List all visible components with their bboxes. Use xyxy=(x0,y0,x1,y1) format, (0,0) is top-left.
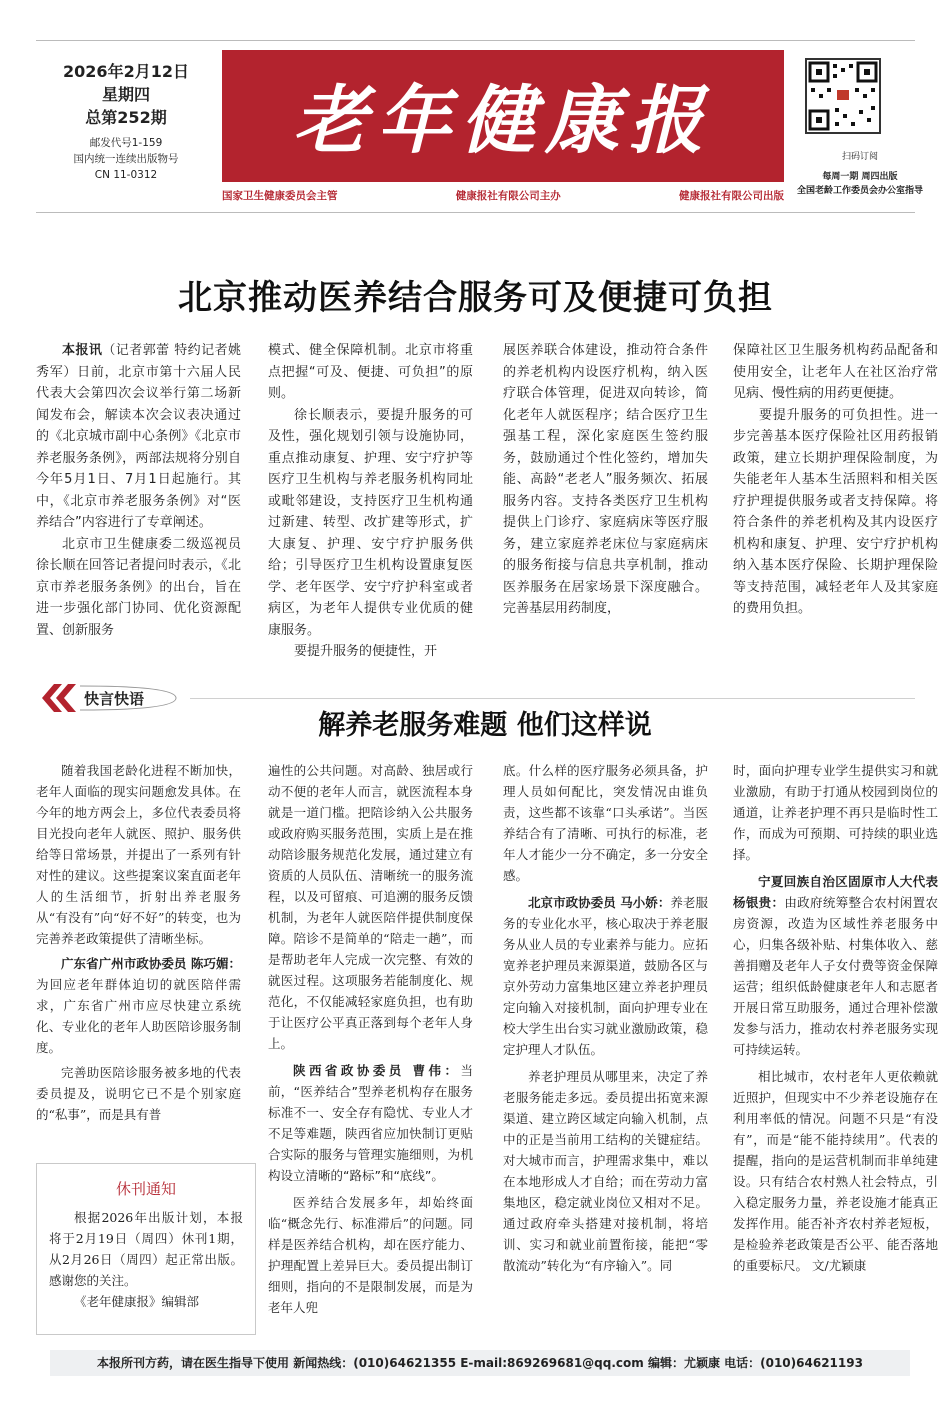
article2-column-4 xyxy=(733,760,938,1335)
issue-info xyxy=(36,60,216,183)
speaker-4: 宁夏回族自治区固原市人大代表 杨银贵： xyxy=(733,874,938,910)
main-headline: 北京推动医养结合服务可及便捷可负担 xyxy=(178,278,773,318)
issue-number: 总第252期 xyxy=(85,108,167,127)
speaker-1: 广东省广州市政协委员 陈巧媚： xyxy=(61,956,241,971)
masthead-sponsors xyxy=(222,188,784,203)
article2-column-1 xyxy=(36,760,241,1155)
suspension-notice xyxy=(36,1163,256,1335)
article1-col2-p3: 要提升服务的便捷性，开 xyxy=(294,644,438,659)
article2-column-3 xyxy=(503,760,708,1335)
masthead-banner xyxy=(222,50,784,182)
article2-c4-p1: 时，面向护理专业学生提供实习和就业激励，有助于打通从校园到岗位的通道，让养老护理不再只是临时性工作，而成为可预期、可持续的职业选择。 xyxy=(733,763,938,862)
publication-frequency: 每周一期 周四出版 xyxy=(822,172,898,182)
sponsor-2: 健康报社有限公司主办 xyxy=(455,190,561,202)
article1-column-3 xyxy=(503,340,708,662)
article1-col1-text: 日前，北京市第十六届人民代表大会第四次会议举行第二场新闻发布会，解读本次会议表决通过的《北京城市副中心条例》《北京市养老服务条例》，两部法规将分别自今年5月1日、7月1日起施行。其中，《北京市养老服务条例》对“医养结合”内容进行了专章阐述。 xyxy=(36,364,241,530)
column-tag-label: 快言快语 xyxy=(84,690,145,708)
article1-col4-p2: 要提升服务的可负担性。进一步完善基本医疗保险社区用药报销政策，建立长期护理保险制度，为失能老年人基本生活照料和相关医疗护理提供服务或者支持保障。将符合条件的养老机构及其内设医疗机构和康复、护理、安宁疗护机构纳入基本医疗保险、长期护理保险等支持范围，减轻老年人及其家庭的费用负担。 xyxy=(733,407,938,616)
lead-label: 本报讯 xyxy=(62,343,103,358)
article1-column-1 xyxy=(36,340,241,662)
footer-bar: 本报所刊方药，请在医生指导下使用 新闻热线：(010)64621355 E-mail:869269681@qq.com 编辑：尤颖康 电话：(010)64621193 xyxy=(50,1350,910,1376)
speech-2: 当前，“医养结合”型养老机构存在服务标准不一、安全存有隐忧、专业人才不足等难题，陕西省应加快制订更贴合实际的服务与管理实施细则，为机构设立清晰的“路标”和“底线”。 xyxy=(268,1063,473,1183)
section-rule xyxy=(190,698,915,699)
comment-3: 养老护理员从哪里来，决定了养老服务能走多远。委员提出拓宽来源渠道、建立跨区域定向输入机制，点中的正是当前用工结构的关键症结。对大城市而言，护理需求集中，难以在本地形成人才自给；而在劳动力富集地区，稳定就业岗位又相对不足。通过政府牵头搭建对接机制，将培训、实习和就业前置衔接，能把“零散流动”转化为“有序输入”。同 xyxy=(503,1069,708,1273)
speaker-3: 北京市政协委员 马小娇： xyxy=(528,895,671,910)
article2-c2-p1: 遍性的公共问题。对高龄、独居或行动不便的老年人而言，就医流程本身就是一道门槛。把陪诊纳入公共服务或政府购买服务范围，实质上是在推动陪诊服务规范化发展，通过建立有资质的人员队伍、清晰统一的服务流程，以及可留痕、可追溯的服务反馈机制，为老年人就医陪伴提供制度保障。陪诊不是简单的“陪走一趟”，而是帮助老年人完成一次完整、有效的就医过程。这项服务若能制度化、规范化，不仅能减轻家庭负担，也有助于让医疗公平真正落到每个老年人身上。 xyxy=(268,763,473,1051)
notice-title: 休刊通知 xyxy=(115,1180,176,1198)
subscription-info xyxy=(790,150,930,198)
qr-code-icon[interactable] xyxy=(805,58,881,134)
issue-date: 2026年2月12日 xyxy=(63,62,189,81)
notice-sign: 《老年健康报》编辑部 xyxy=(74,1294,200,1309)
article1-col4-p1: 保障社区卫生服务机构药品配备和使用安全，让老年人在社区治疗常见病、慢性病的用药更便捷。 xyxy=(733,343,938,401)
article1-column-4 xyxy=(733,340,938,662)
article2-column-2 xyxy=(268,760,473,1335)
article2-intro: 随着我国老龄化进程不断加快，老年人面临的现实问题愈发具体。在今年的地方两会上，多位代表委员将目光投向老年人就医、照护、服务供给等日常场景，并提出了一系列有针对性的建议。这些提案议案直面老年人的生活细节，折射出养老服务从“有没有”向“好不好”的转变，也为完善养老政策提供了清晰坐标。 xyxy=(36,763,241,946)
article1-col2-p1: 模式、健全保障机制。北京市将重点把握“可及、便捷、可负担”的原则。 xyxy=(268,343,473,401)
article1-column-2 xyxy=(268,340,473,662)
comment-2: 医养结合发展多年，却始终面临“概念先行、标准滞后”的问题。同样是医养结合机构，却在医疗能力、护理配置上差异巨大。委员提出制订细则，指向的不是限制发展，而是为老年人兜 xyxy=(268,1195,473,1315)
top-rule xyxy=(36,40,915,41)
article1-col3-p1: 展医养联合体建设，推动符合条件的养老机构内设医疗机构，纳入医疗联合体管理，促进双向转诊，简化老年人就医程序；结合医疗卫生强基工程，深化家庭医生签约服务，鼓励通过个性化签约，增加失能、高龄“老老人”服务频次、拓展服务内容。支持各类医疗卫生机构提供上门诊疗、家庭病床等医疗服务，建立家庭养老床位与家庭病床的服务衔接与信息共享机制，推动医养服务在居家场景下深度融合。完善基层用药制度， xyxy=(503,343,708,616)
speech-3: 养老服务的专业化水平，核心取决于养老服务从业人员的专业素养与能力。应拓宽养老护理员来源渠道，鼓励各区与京外劳动力富集地区建立养老护理员定向输入对接机制，面向护理专业在校大学生出台实习就业激励政策，稳定护理人才队伍。 xyxy=(503,895,708,1057)
cn-number: CN 11-0312 xyxy=(94,169,158,181)
secondary-headline: 解养老服务难题 他们这样说 xyxy=(318,710,652,741)
serial-number-label: 国内统一连续出版物号 xyxy=(73,153,179,165)
speech-4: 由政府统筹整合农村闲置农房资源，改造为区域性养老服务中心，归集各级补贴、村集体收入、慈善捐赠及老年人子女付费等资金保障运营；组织低龄健康老年人和志愿者开展日常互助服务，通过合理补偿激发参与活力，推动农村养老服务实现可持续运转。 xyxy=(733,895,938,1057)
guidance-org: 全国老龄工作委员会办公室指导 xyxy=(796,186,923,196)
sponsor-3: 健康报社有限公司出版 xyxy=(679,190,784,202)
byline: 文/尤颖康 xyxy=(812,1258,867,1273)
speech-1: 为回应老年群体迫切的就医陪伴需求，广东省广州市应尽快建立系统化、专业化的老年人助医陪诊服务制度。 xyxy=(36,977,241,1055)
article1-col1-p2: 北京市卫生健康委二级巡视员徐长顺在回答记者提问时表示，《北京市养老服务条例》的出台，旨在进一步强化部门协同、优化资源配置、创新服务 xyxy=(36,536,241,638)
notice-body: 根据2026年出版计划，本报将于2月19日（周四）休刊1期，从2月26日（周四）起正常出版。感谢您的关注。 xyxy=(49,1210,243,1288)
comment-4: 相比城市，农村老年人更依赖就近照护，但现实中不少养老设施存在利用率低的情况。问题不只是“有没有”，而是“能不能持续用”。代表的提醒，指向的是运营机制而非单纯建设。只有结合农村熟人社会特点，引入稳定服务力量，养老设施才能真正发挥作用。能否补齐农村养老短板，是检验养老政策是否公平、能否落地的重要标尺。 xyxy=(733,1069,938,1273)
qr-caption: 扫码订阅 xyxy=(841,152,878,162)
article1-col2-p2: 徐长顺表示，要提升服务的可及性，强化规划引领与设施协同，重点推动康复、护理、安宁疗护等医疗卫生机构与养老服务机构同址或毗邻建设，支持医疗卫生机构通过新建、转型、改扩建等形式，扩大康复、护理、安宁疗护服务供给；引导医疗卫生机构设置康复医学、老年医学、安宁疗护科室或者病区，为老年人提供专业优质的健康服务。 xyxy=(268,407,473,638)
header-rule xyxy=(36,212,915,213)
article2-c3-p1: 底。什么样的医疗服务必须具备，护理人员如何配比，突发情况由谁负责，这些都不该靠“口头承诺”。当医养结合有了清晰、可执行的标准，老年人才能少一分不确定，多一分安全感。 xyxy=(503,763,708,883)
column-tag xyxy=(36,680,186,716)
issue-weekday: 星期四 xyxy=(101,85,150,104)
speaker-2: 陕西省政协委员 曹伟： xyxy=(293,1063,461,1078)
sponsor-1: 国家卫生健康委员会主管 xyxy=(222,190,338,202)
comment-1: 完善助医陪诊服务被多地的代表委员提及，说明它已不是个别家庭的“私事”，而是具有普 xyxy=(36,1065,241,1122)
reporter-credit: （记者郭蕾 特约记者姚秀军） xyxy=(36,343,241,380)
newspaper-title: 老年健康报 xyxy=(293,78,713,164)
postal-code: 邮发代号1-159 xyxy=(89,137,163,149)
